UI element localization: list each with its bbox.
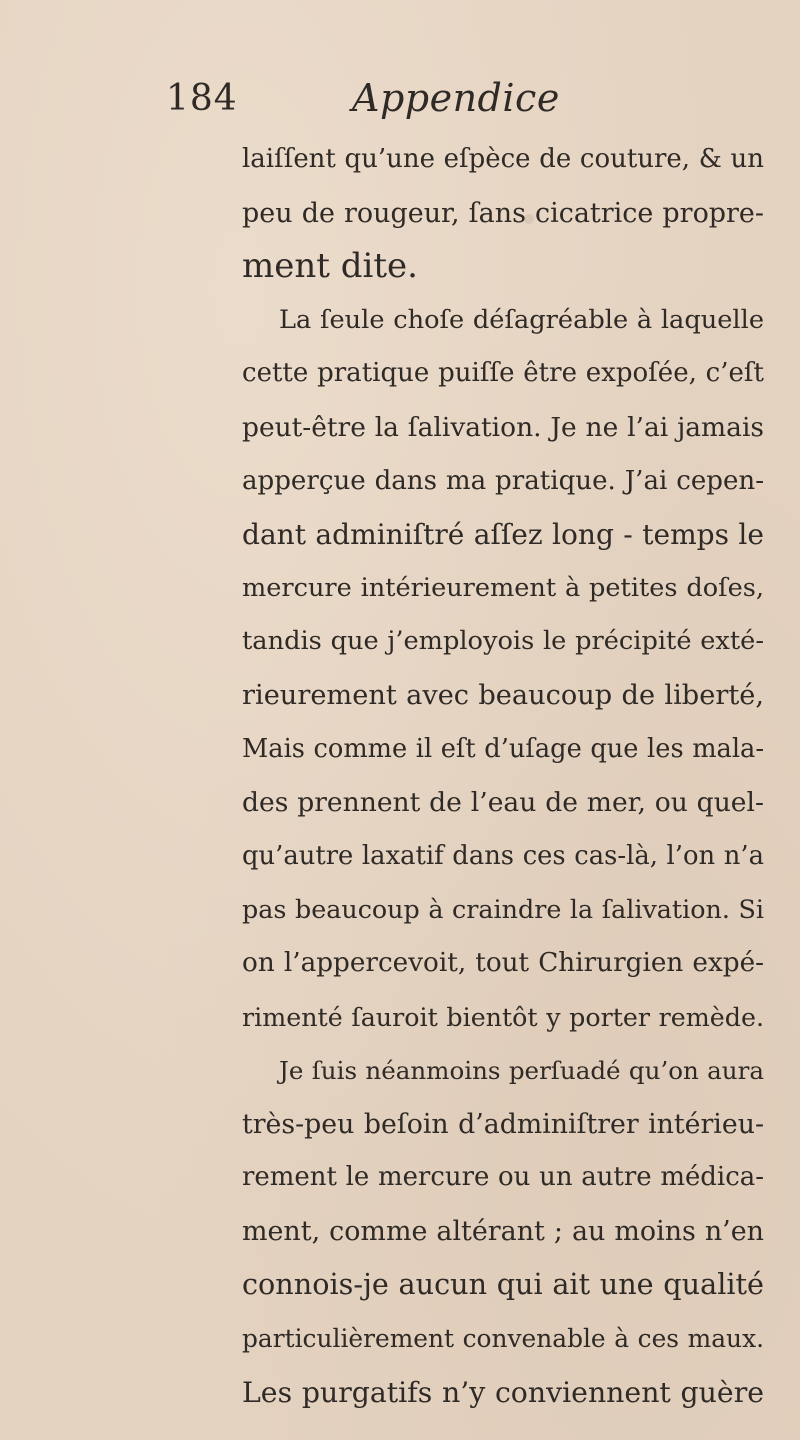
text-line: très-peu beſoin d’adminiſtrer intérieu- [242,1108,764,1140]
text-line: ment, comme altérant ; au moins n’en [242,1215,764,1247]
text-line: laiſſent qu’une eſpèce de couture, & un [242,144,764,174]
text-line: rement le mercure ou un autre médica- [242,1162,764,1193]
text-line: peut-être la ſalivation. Je ne l’ai jamais [242,411,764,443]
text-line: mercure intérieurement à petites doſes, [242,572,764,603]
text-line: dant adminiſtré aſſez long - temps le [242,518,764,552]
text-line: ment dite. [242,246,418,287]
text-line: particulièrement convenable à ces maux. [242,1324,764,1354]
text-line: rieurement avec beaucoup de liberté, [242,679,764,711]
text-line: connois-je aucun qui ait une qualité [242,1267,764,1302]
text-line: La ſeule choſe déſagréable à laquelle [279,304,764,335]
text-line: tandis que j’employois le précipité exté- [242,626,764,657]
body-text [242,133,764,1419]
page-header [0,72,800,132]
text-line: pas beaucoup à craindre la ſalivation. Si [242,894,764,925]
text-line: qu’autre laxatif dans ces cas-là, l’on n’a [242,840,764,871]
text-line: des prennent de l’eau de mer, ou quel- [242,787,764,819]
page-number: 184 [166,78,238,119]
text-line: Je ſuis néanmoins perſuadé qu’on aura [279,1056,764,1086]
text-line: on l’appercevoit, tout Chirurgien expé- [242,947,764,978]
text-line: Mais comme il eſt d’uſage que les mala- [242,733,764,764]
text-line: cette pratique puiſſe être expoſée, c’eſt [242,358,764,389]
text-line: rimenté ſauroit bientôt y porter remède. [242,1001,764,1032]
text-line: apperçue dans ma pratique. J’ai cepen- [242,465,764,496]
text-line: peu de rougeur, ſans cicatrice propre- [242,197,764,229]
text-line: Les purgatifs n’y conviennent guère [242,1375,764,1409]
running-head: Appendice [352,76,560,120]
